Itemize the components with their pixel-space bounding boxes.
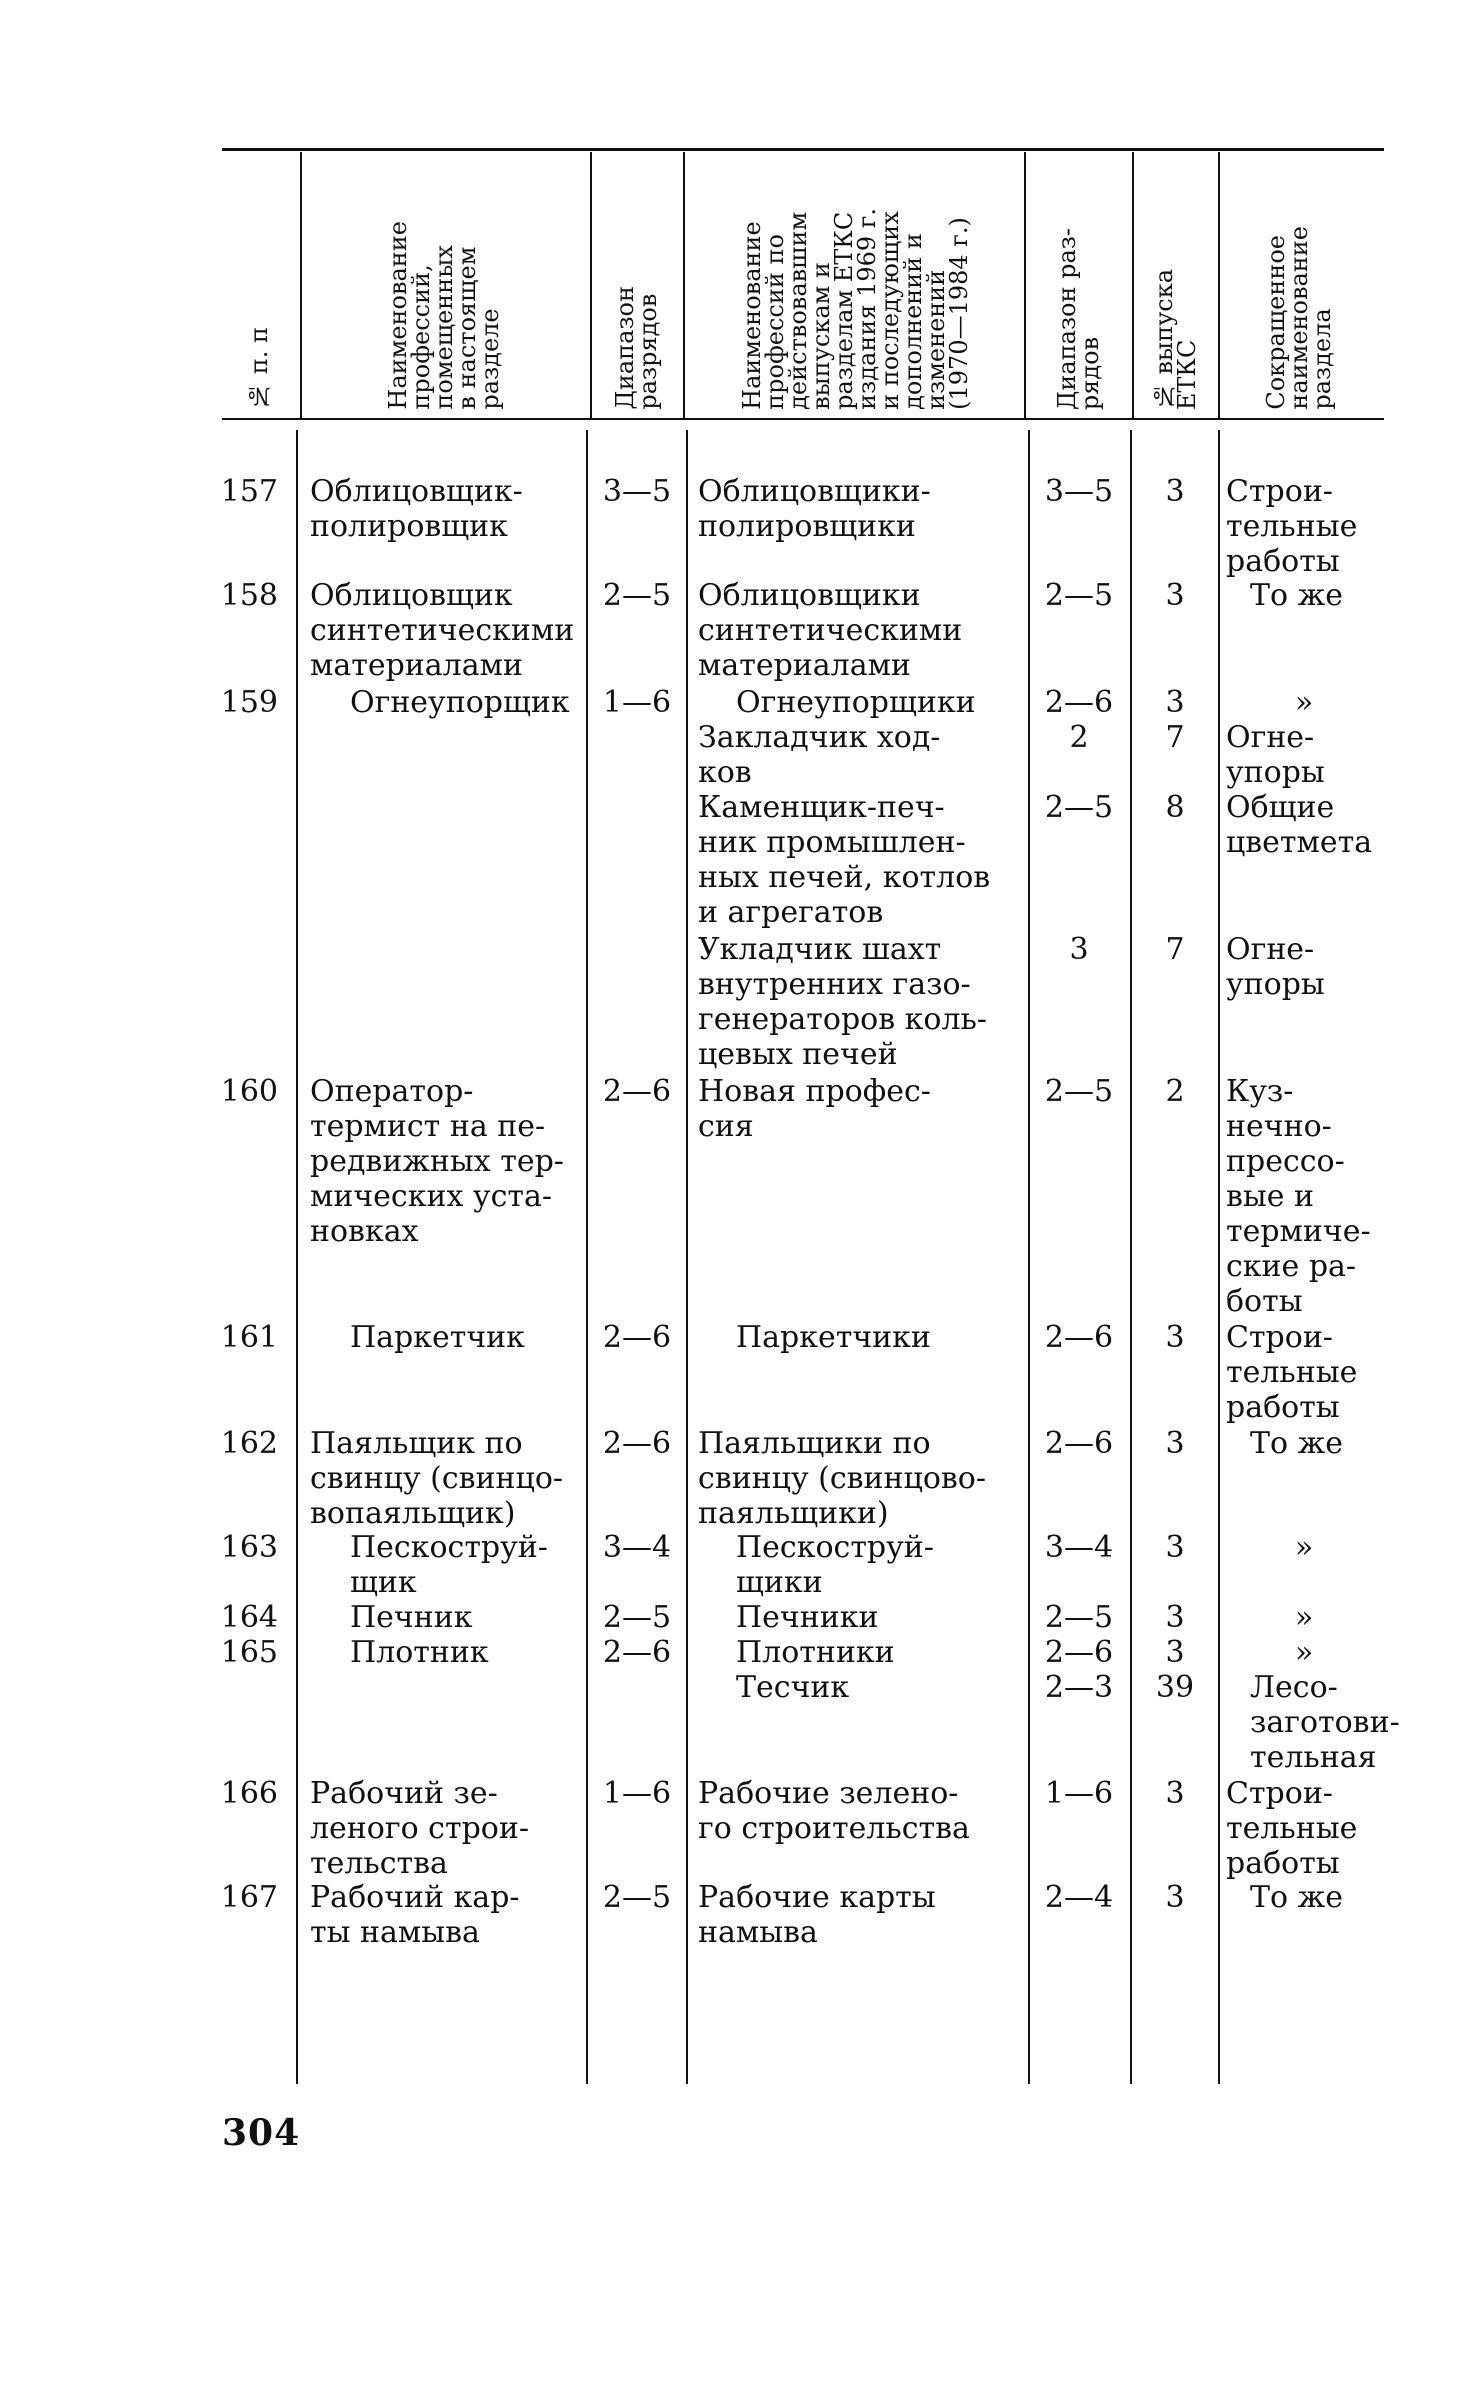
cell-issue: 7 [1165, 932, 1185, 967]
cell-issue: 2 [1165, 1074, 1185, 1109]
cell-section: Общие цветмета [1226, 790, 1373, 860]
cell-num: 159 [220, 685, 278, 720]
cell-section: То же [1250, 578, 1343, 613]
cell-issue: 3 [1165, 1776, 1185, 1811]
cell-section: То же [1250, 1880, 1343, 1915]
cell-name: Оператор- термист на пе- редвижных тер- мических уста- новках [310, 1074, 564, 1249]
cell-num: 161 [220, 1320, 278, 1355]
cell-range: 2—6 [602, 1074, 672, 1109]
cell-issue: 3 [1165, 578, 1185, 613]
column-divider [1130, 430, 1132, 2084]
header-old-name: Наименование профессий по действовавшим выпускам и разделам ЕТКС издания 1969 г. и последующих дополнений и изменений (1970—1984 г.) [738, 208, 973, 410]
cell-old-name: Укладчик шахт внутренних газо- генераторов коль- цевых печей [698, 932, 987, 1072]
cell-section: Куз- нечно- прессо- вые и термиче- ские ра- боты [1226, 1074, 1371, 1319]
cell-section: Строи- тельные работы [1226, 474, 1358, 579]
cell-range: 2—5 [602, 1880, 672, 1915]
cell-old-name: Паркетчики [736, 1320, 931, 1355]
cell-range: 2—6 [602, 1426, 672, 1461]
cell-old-range: 2—6 [1044, 1635, 1114, 1670]
cell-section: » [1294, 1600, 1314, 1635]
column-divider [1218, 430, 1220, 2084]
cell-section: » [1294, 685, 1314, 720]
cell-issue: 3 [1165, 1320, 1185, 1355]
cell-old-range: 3—4 [1044, 1530, 1114, 1565]
cell-section: Огне- упоры [1226, 720, 1325, 790]
cell-range: 2—6 [602, 1635, 672, 1670]
cell-issue: 8 [1165, 790, 1185, 825]
cell-section: Огне- упоры [1226, 932, 1325, 1002]
cell-name: Пескоструй- щик [350, 1530, 548, 1600]
cell-old-name: Каменщик-печ- ник промышлен- ных печей, котлов и агрегатов [698, 790, 991, 930]
column-divider [1028, 430, 1030, 2084]
cell-old-range: 3—5 [1044, 474, 1114, 509]
cell-issue: 3 [1165, 685, 1185, 720]
header-old-range: Диапазон раз- рядов [1053, 227, 1104, 410]
header-range: Диапазон разрядов [611, 286, 662, 410]
column-divider [1218, 152, 1220, 418]
cell-issue: 3 [1165, 1530, 1185, 1565]
cell-section: Лесо- заготови- тельная [1250, 1670, 1400, 1775]
cell-old-range: 2—5 [1044, 1074, 1114, 1109]
cell-name: Паркетчик [350, 1320, 525, 1355]
cell-num: 157 [220, 474, 278, 509]
cell-old-range: 2—6 [1044, 1320, 1114, 1355]
cell-section: То же [1250, 1426, 1343, 1461]
cell-num: 158 [220, 578, 278, 613]
header-section: Сокращенное наименование раздела [1261, 226, 1336, 410]
cell-name: Облицовщик- полировщик [310, 474, 523, 544]
cell-issue: 3 [1165, 1880, 1185, 1915]
cell-old-range: 1—6 [1044, 1776, 1114, 1811]
cell-old-name: Рабочие карты намыва [698, 1880, 936, 1950]
cell-range: 2—5 [602, 1600, 672, 1635]
cell-old-range: 2—4 [1044, 1880, 1114, 1915]
cell-old-name: Печники [736, 1600, 879, 1635]
cell-name: Паяльщик по свинцу (свинцо- вопаяльщик) [310, 1426, 564, 1531]
cell-issue: 3 [1165, 474, 1185, 509]
column-divider [586, 430, 588, 2084]
header-num: № п. п [244, 327, 273, 410]
cell-range: 2—6 [602, 1320, 672, 1355]
column-divider [686, 430, 688, 2084]
cell-issue: 3 [1165, 1600, 1185, 1635]
cell-old-name: Плотники [736, 1635, 895, 1670]
cell-old-range: 3 [1069, 932, 1089, 967]
cell-range: 3—4 [602, 1530, 672, 1565]
cell-section: Строи- тельные работы [1226, 1320, 1358, 1425]
page-number: 304 [222, 2112, 301, 2154]
cell-section: Строи- тельные работы [1226, 1776, 1358, 1881]
column-divider [1132, 152, 1134, 418]
cell-old-name: Рабочие зелено- го строительства [698, 1776, 970, 1846]
cell-num: 167 [220, 1880, 278, 1915]
cell-range: 3—5 [602, 474, 672, 509]
cell-section: » [1294, 1635, 1314, 1670]
cell-old-name: Паяльщики по свинцу (свинцово- паяльщики) [698, 1426, 986, 1531]
cell-range: 2—5 [602, 578, 672, 613]
cell-old-name: Пескоструй- щики [736, 1530, 934, 1600]
cell-old-range: 2—6 [1044, 685, 1114, 720]
cell-section: » [1294, 1530, 1314, 1565]
header-name: Наименование профессий, помещенных в настоящем разделе [383, 221, 504, 410]
cell-old-name: Тесчик [736, 1670, 850, 1705]
column-divider [296, 430, 298, 2084]
cell-num: 166 [220, 1776, 278, 1811]
cell-old-name: Облицовщики синтетическими материалами [698, 578, 963, 683]
column-divider [683, 152, 685, 418]
cell-range: 1—6 [602, 685, 672, 720]
cell-name: Рабочий зе- леного строи- тельства [310, 1776, 529, 1881]
cell-name: Плотник [350, 1635, 489, 1670]
cell-name: Рабочий кар- ты намыва [310, 1880, 520, 1950]
cell-issue: 39 [1155, 1670, 1195, 1705]
cell-old-range: 2—5 [1044, 1600, 1114, 1635]
cell-num: 164 [220, 1600, 278, 1635]
cell-old-name: Новая профес- сия [698, 1074, 931, 1144]
cell-issue: 7 [1165, 720, 1185, 755]
header-issue: № выпуска ЕТКС [1150, 268, 1201, 410]
cell-old-range: 2—6 [1044, 1426, 1114, 1461]
column-divider [1024, 152, 1026, 418]
cell-old-range: 2—3 [1044, 1670, 1114, 1705]
cell-num: 162 [220, 1426, 278, 1461]
cell-num: 160 [220, 1074, 278, 1109]
cell-name: Огнеупорщик [350, 685, 570, 720]
table-header-rule [222, 418, 1384, 420]
table-top-rule [222, 148, 1384, 151]
cell-num: 163 [220, 1530, 278, 1565]
cell-issue: 3 [1165, 1426, 1185, 1461]
cell-range: 1—6 [602, 1776, 672, 1811]
cell-issue: 3 [1165, 1635, 1185, 1670]
cell-old-name: Огнеупорщики [736, 685, 976, 720]
cell-old-name: Закладчик ход- ков [698, 720, 941, 790]
cell-old-range: 2—5 [1044, 578, 1114, 613]
cell-old-range: 2—5 [1044, 790, 1114, 825]
cell-old-name: Облицовщики- полировщики [698, 474, 931, 544]
cell-name: Облицовщик синтетическими материалами [310, 578, 575, 683]
cell-name: Печник [350, 1600, 473, 1635]
cell-num: 165 [220, 1635, 278, 1670]
cell-old-range: 2 [1069, 720, 1089, 755]
